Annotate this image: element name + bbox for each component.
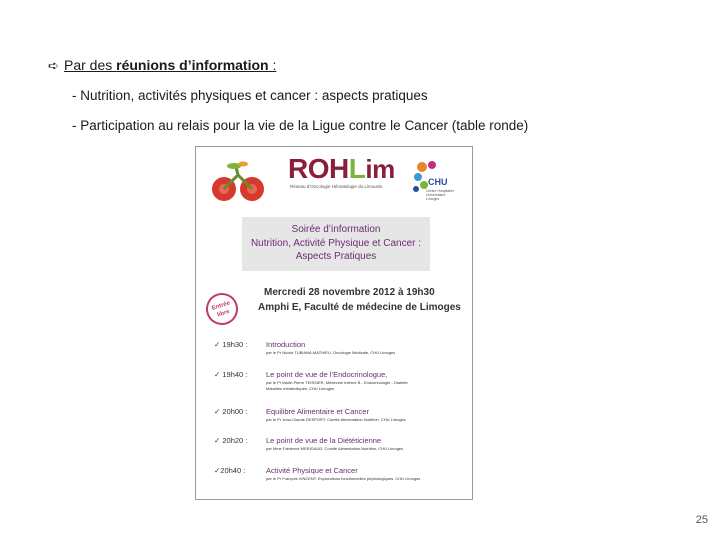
entree-libre-stamp: Entrée libre — [202, 289, 242, 329]
arrow-icon: ➪ — [48, 58, 59, 73]
info-box-line: Aspects Pratiques — [295, 251, 377, 262]
vegetable-bike-icon — [210, 157, 266, 205]
bullet-heading — [48, 57, 276, 74]
bullet-prefix: Par des — [64, 57, 117, 73]
event-place: Amphi E, Faculté de médecine de Limoges — [258, 302, 461, 313]
list-item: - Participation au relais pour la vie de la Ligue contre le Cancer (table ronde) — [72, 118, 529, 133]
event-flyer-image: ROHLim Réseau d'Oncologie Hématologie du Limousin CHU Centre Hospitalier Universitaire Limoges Soirée d’information Nutrition, Activité Physique et Cancer : Aspects Pratiques Entrée libre Mercredi 28 novembre 2012 à 19h30 Amphi E, Faculté de médecine de Limoges ✓ 19h30 : Introduction par le Pr Nicole TUBIANA-MATHIEU, Oncologie Médicale, CHU Limoges ✓ 19h40 : Le point de vue de l’Endocrinologue, par le Pr Marie-Pierre TEISSIER, Médecine Interne B - Endocrinologie - Diabète Maladies métaboliques, CHU Limoges ✓ 20h00 : Equilibre Alimentaire et Cancer par le Pr Jean-Claude DESPORT, Comité Alimentation Nutrition, CHU Limoges ✓ 20h20 : Le point de vue de la Diététicienne par Mme Fabienne MERIGAUD, Comité Alimentation Nutrition, CHU Limoges ✓20h40 : Activité Physique et Cancer par le Pr François VINCENT, Explorations fonctionnelles physiologiques, CHU Limoges — [195, 146, 473, 500]
rohlim-logo: ROHLim — [288, 153, 395, 184]
chu-label: CHU — [428, 177, 448, 187]
chu-subtitle: Centre Hospitalier Universitaire Limoges — [426, 189, 455, 201]
bullet-suffix: : — [268, 57, 277, 73]
list-item: - Nutrition, activités physiques et cancer : aspects pratiques — [72, 88, 428, 103]
bullet-heading-text — [64, 57, 276, 73]
info-box-line: Soirée d’information — [291, 224, 381, 235]
info-box-line: Nutrition, Activité Physique et Cancer : — [250, 237, 422, 249]
event-date: Mercredi 28 novembre 2012 à 19h30 — [264, 287, 435, 298]
bullet-bold: réunions d’information — [116, 57, 269, 73]
info-box — [242, 217, 430, 271]
rohlim-subtitle: Réseau d'Oncologie Hématologie du Limousin — [290, 184, 383, 189]
page-number: 25 — [695, 514, 708, 526]
